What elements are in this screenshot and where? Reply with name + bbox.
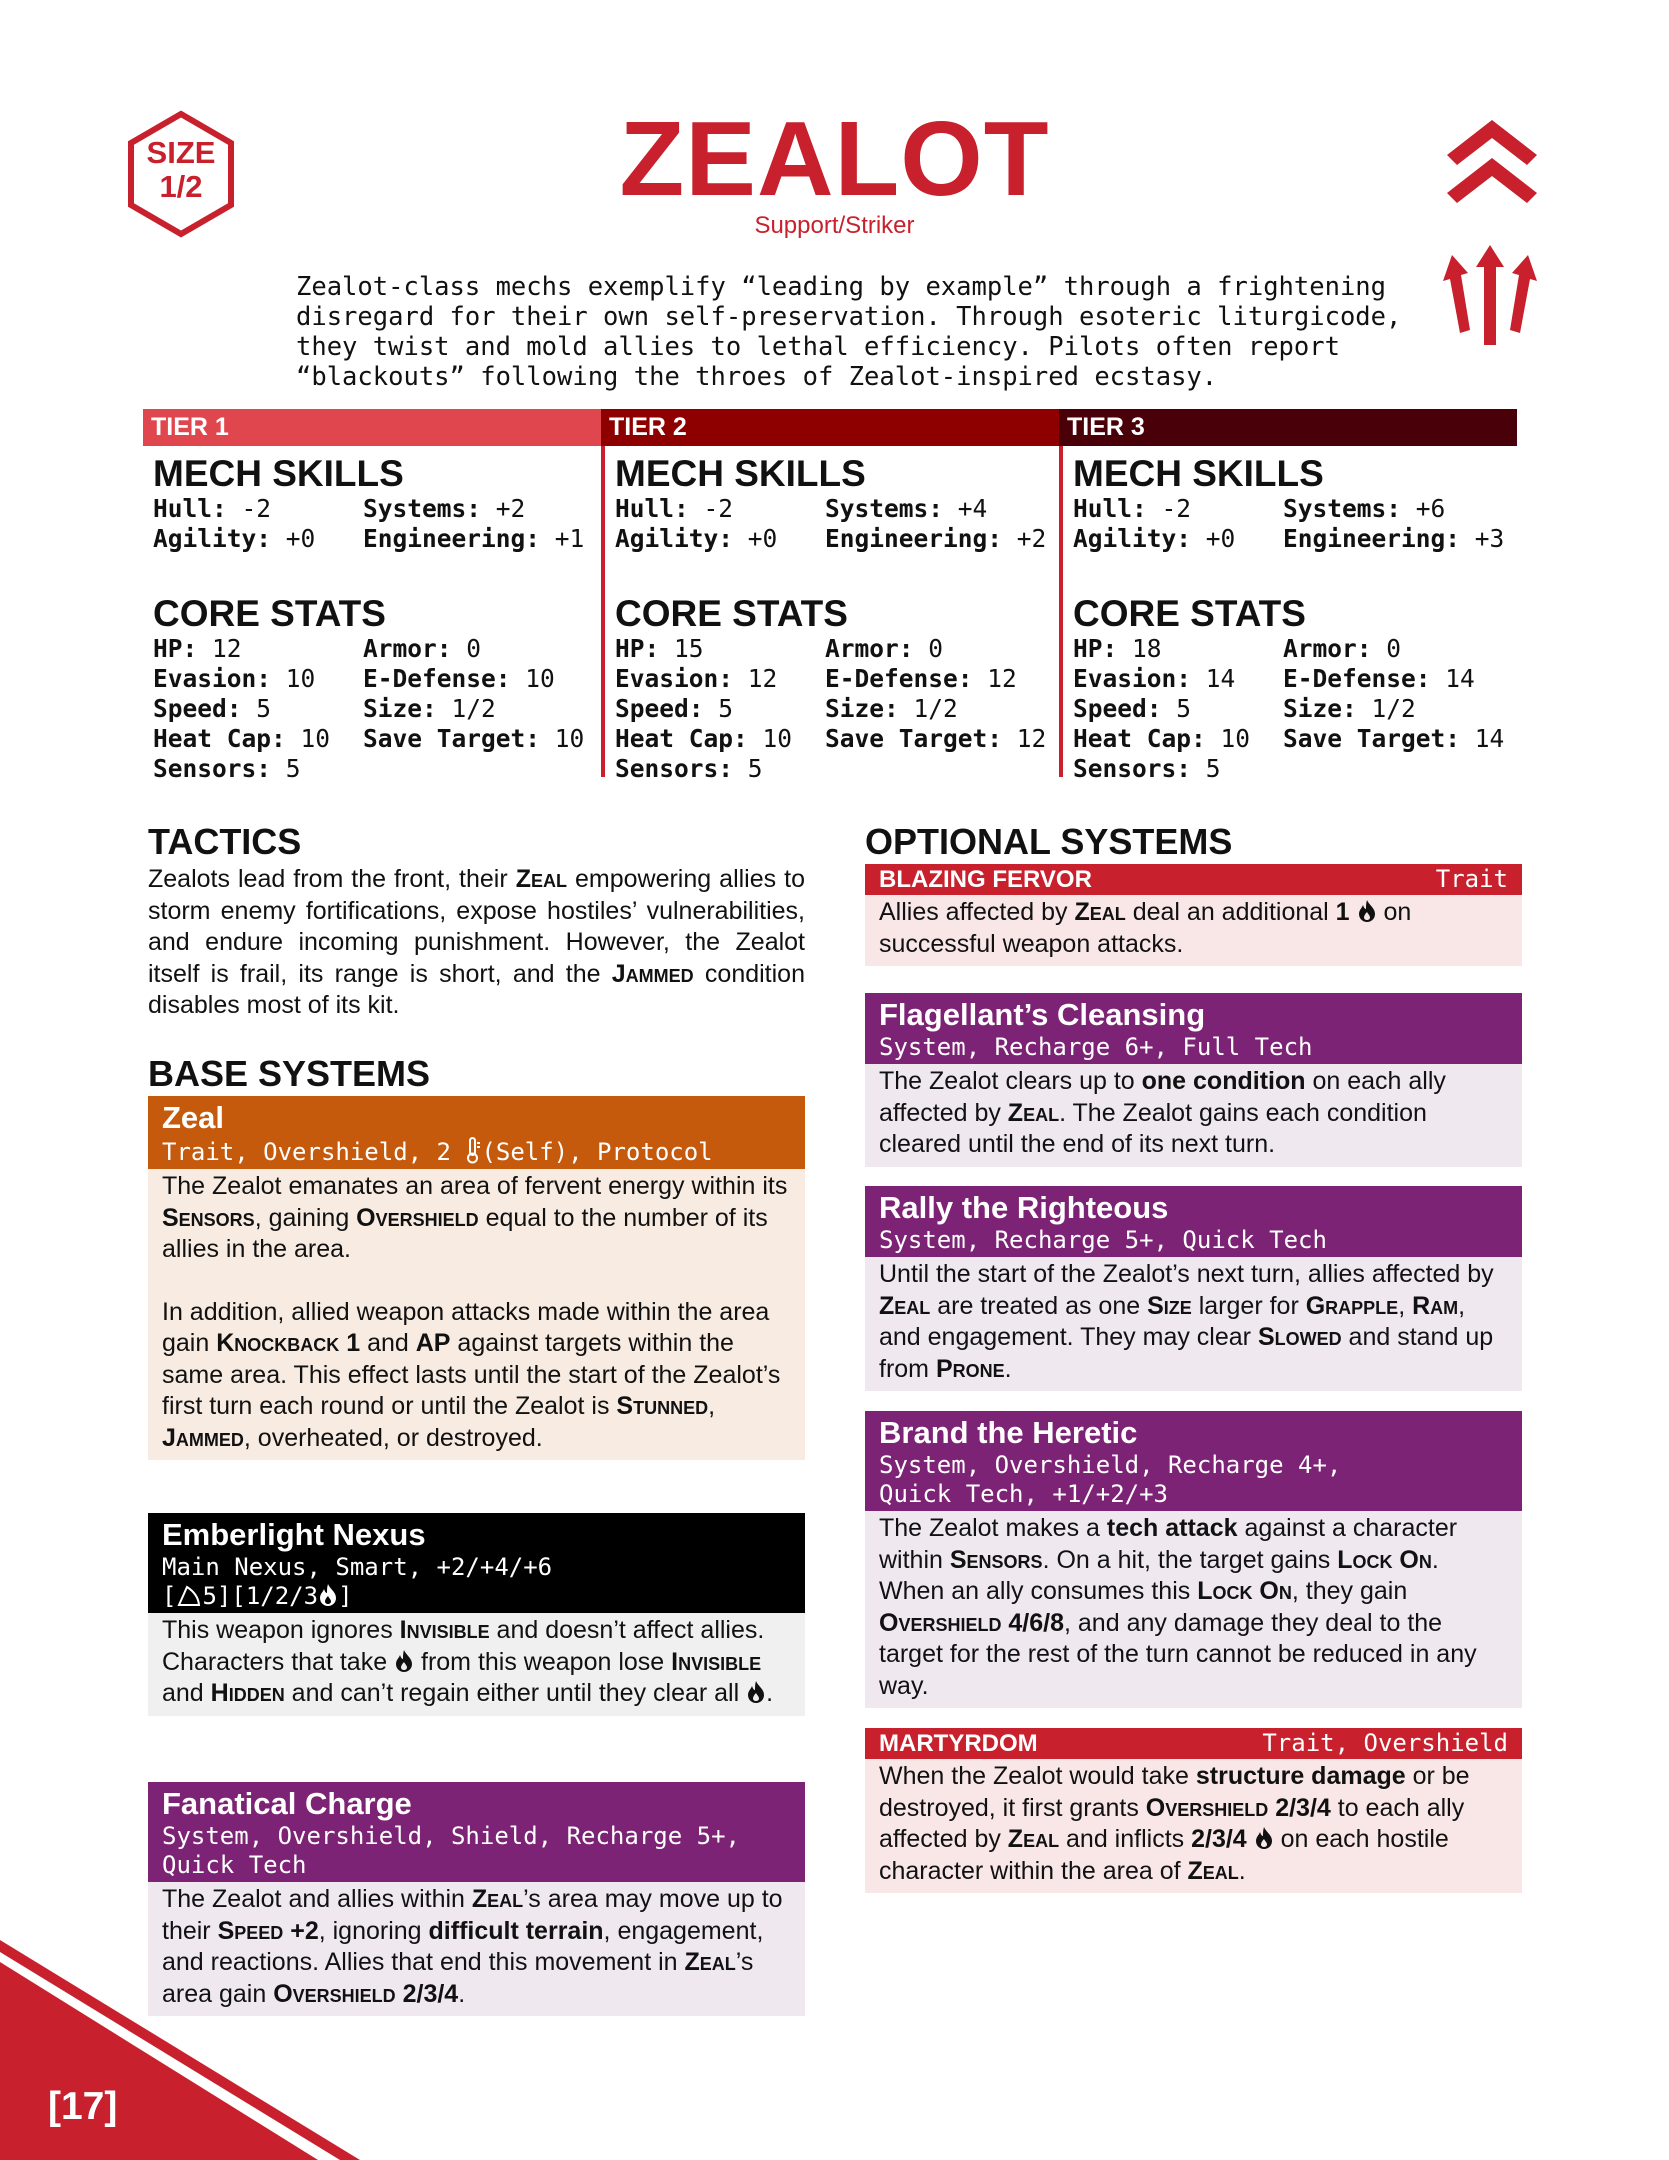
page-subtitle: Support/Striker (754, 212, 915, 239)
burn-icon (318, 1583, 338, 1607)
emberlight-card (148, 1513, 805, 1716)
tier-label: TIER 3 (1059, 409, 1517, 446)
core-stats: HP: 12 Armor: 0 Evasion: 10 E-Defense: 10 Speed: 5 Size: 1/2 Heat Cap: 10 Save Target: 10 Sensors: 5 (153, 634, 585, 783)
brand-the-heretic-body: The Zealot makes a tech attack against a character within Sensors. On a hit, the target gains Lock On. When an ally consumes this Lock On, they gain Overshield 4/6/8, and any damage they deal to the target for the rest of the turn cannot be reduced in any way. (865, 1511, 1522, 1708)
page-number: [17] (48, 2085, 118, 2128)
blazing-fervor-body: Allies affected by Zeal deal an additional 1 on successful weapon attacks. (865, 895, 1522, 966)
emberlight-tags: Main Nexus, Smart, +2/+4/+6 (162, 1553, 553, 1581)
blazing-fervor-name: BLAZING FERVOR (879, 866, 1092, 893)
page-title: ZEALOT (619, 100, 1050, 218)
mech-skills: Hull: -2 Systems: +4 Agility: +0 Engineering: +2 (615, 494, 1047, 553)
base-systems-heading: BASE SYSTEMS (148, 1053, 431, 1094)
zeal-name: Zeal (162, 1100, 225, 1135)
fanatical-charge-tags: System, Overshield, Shield, Recharge 5+, Quick Tech (162, 1822, 740, 1879)
mech-skills-heading: MECH SKILLS (153, 453, 404, 494)
tactics-text: Zealots lead from the front, their Zeal empowering allies to storm enemy fortifications, expose hostiles’ vulnerabilities, and endure incoming punishment. However, the Zealot itself is frail, its range is short, and the Jammed condition disables most of its kit. (148, 865, 806, 1019)
tier-2-panel (601, 409, 1059, 783)
tier-label: TIER 2 (601, 409, 1059, 446)
martyrdom-name: MARTYRDOM (879, 1730, 1038, 1757)
brand-the-heretic-card (865, 1411, 1522, 1708)
tier-label: TIER 1 (143, 409, 601, 446)
rally-the-righteous-tags: System, Recharge 5+, Quick Tech (879, 1226, 1327, 1254)
core-stats: HP: 18 Armor: 0 Evasion: 14 E-Defense: 14 Speed: 5 Size: 1/2 Heat Cap: 10 Save Target: 14 Sensors: 5 (1073, 634, 1505, 783)
double-chevron-up-icon (1445, 120, 1540, 210)
flagellants-cleansing-tags: System, Recharge 6+, Full Tech (879, 1033, 1313, 1061)
brand-the-heretic-name: Brand the Heretic (879, 1415, 1138, 1450)
optional-systems-heading: OPTIONAL SYSTEMS (865, 821, 1233, 862)
core-stats-heading: CORE STATS (615, 593, 848, 634)
core-stats-heading: CORE STATS (153, 593, 386, 634)
fanatical-charge-body: The Zealot and allies within Zeal’s area may move up to their Speed +2, ignoring difficult terrain, engagement, and reactions. Allies that end this movement in Zeal’s area gain Overshield 2/3/4. (148, 1882, 805, 2016)
mech-skills: Hull: -2 Systems: +2 Agility: +0 Engineering: +1 (153, 494, 585, 553)
flagellants-cleansing-body: The Zealot clears up to one condition on each ally affected by Zeal. The Zealot gains each condition cleared until the end of its next turn. (865, 1064, 1522, 1167)
core-stats-heading: CORE STATS (1073, 593, 1306, 634)
emberlight-range: [ 5][1/2/3 ] (162, 1582, 353, 1610)
burn-icon (746, 1680, 766, 1704)
burn-icon (1357, 899, 1377, 923)
emberlight-name: Emberlight Nexus (162, 1517, 426, 1552)
blazing-fervor-card (865, 864, 1522, 966)
burn-icon (394, 1649, 414, 1673)
heat-icon (465, 1136, 481, 1164)
rally-the-righteous-name: Rally the Righteous (879, 1190, 1169, 1225)
mech-skills-heading: MECH SKILLS (615, 453, 866, 494)
core-stats: HP: 15 Armor: 0 Evasion: 12 E-Defense: 12 Speed: 5 Size: 1/2 Heat Cap: 10 Save Target: 12 Sensors: 5 (615, 634, 1047, 783)
emberlight-body: This weapon ignores Invisible and doesn’t affect allies. Characters that take from this weapon lose Invisible and Hidden and can’t regain either until they clear all . (148, 1613, 805, 1716)
flagellants-cleansing-card (865, 993, 1522, 1167)
martyrdom-body: When the Zealot would take structure damage or be destroyed, it first grants Overshield 2/3/4 to each ally affected by Zeal and inflicts 2/3/4 on each hostile character within the area of Zeal. (865, 1759, 1522, 1893)
range-icon (176, 1584, 202, 1608)
zeal-card (148, 1096, 805, 1460)
zeal-tags: Trait, Overshield, 2 (Self), Protocol (162, 1138, 713, 1166)
size-value: 1/2 (159, 169, 203, 204)
size-label: SIZE (146, 135, 216, 170)
tier-3-panel (1059, 409, 1517, 783)
flagellants-cleansing-name: Flagellant’s Cleansing (879, 997, 1206, 1032)
burn-icon (1254, 1826, 1274, 1850)
intro-text: Zealot-class mechs exemplify “leading by example” through a frightening disregard for their own self-preservation. Through esoteric liturgicode, they twist and mold allies to lethal efficiency. Pilots often report “blackouts” following the throes of Zealot-inspired ecstasy. (296, 272, 1402, 392)
mech-skills: Hull: -2 Systems: +6 Agility: +0 Engineering: +3 (1073, 494, 1505, 553)
martyrdom-tag: Trait, Overshield (1262, 1729, 1508, 1757)
tactics-heading: TACTICS (148, 821, 302, 862)
brand-the-heretic-tags: System, Overshield, Recharge 4+, Quick Tech, +1/+2/+3 (879, 1451, 1342, 1508)
zeal-body: The Zealot emanates an area of fervent energy within its Sensors, gaining Overshield equal to the number of its allies in the area. In addition, allied weapon attacks made within the area gain Knockback 1 and AP against targets within the same area. This effect lasts until the start of the Zealot’s first turn each round or until the Zealot is Stunned, Jammed, overheated, or destroyed. (148, 1169, 805, 1460)
fanatical-charge-name: Fanatical Charge (162, 1786, 412, 1821)
triple-arrow-icon (1440, 245, 1540, 345)
blazing-fervor-tag: Trait (1435, 865, 1508, 893)
rally-the-righteous-card (865, 1186, 1522, 1391)
martyrdom-card (865, 1728, 1522, 1893)
tier-1-panel (143, 409, 601, 783)
mech-skills-heading: MECH SKILLS (1073, 453, 1324, 494)
rally-the-righteous-body: Until the start of the Zealot’s next turn, allies affected by Zeal are treated as one Size larger for Grapple, Ram, and engagement. They may clear Slowed and stand up from Prone. (865, 1257, 1522, 1391)
